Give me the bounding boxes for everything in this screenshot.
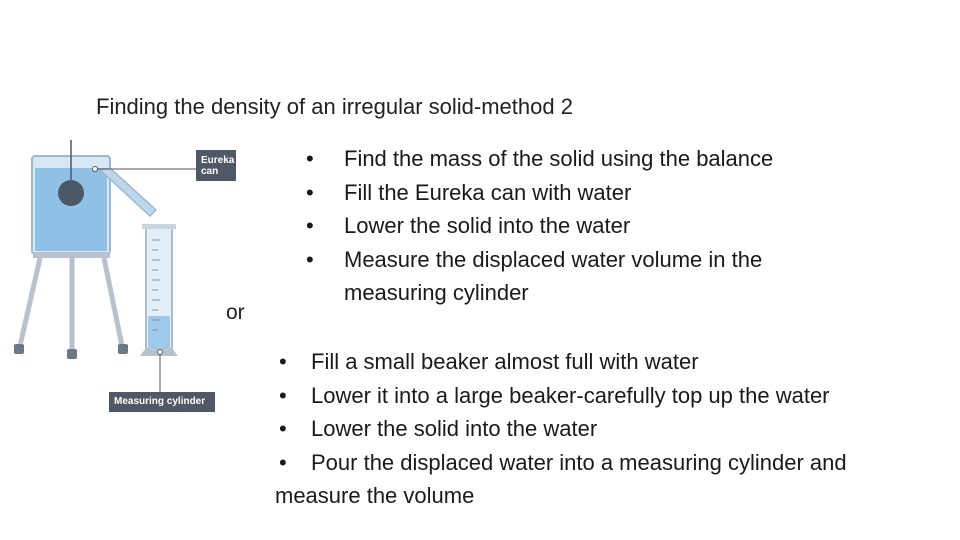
- method-b-item: [275, 345, 955, 379]
- method-a-item: • Measure the displaced water volume in the: [306, 243, 866, 277]
- method-b-continuation: measure the volume: [275, 483, 475, 508]
- bullet: •: [279, 449, 287, 475]
- method-a-continuation: measuring cylinder: [344, 280, 529, 305]
- eureka-label-line1: Eureka: [201, 155, 235, 166]
- method-b-item: [275, 379, 955, 413]
- method-a-list: [306, 142, 866, 310]
- stand-leg-left: [20, 258, 40, 346]
- method-a-item: • Fill the Eureka can with water: [306, 176, 866, 210]
- method-a-item: • Lower the solid into the water: [306, 209, 866, 243]
- method-b-item: [275, 412, 955, 446]
- method-b-item: [275, 446, 955, 480]
- measuring-cylinder-label: Measuring cylinder: [109, 392, 215, 412]
- bullet: •: [279, 382, 287, 408]
- eureka-can-apparatus-diagram: [0, 140, 260, 420]
- method-b-item-text: Fill a small beaker almost full with water: [311, 349, 699, 374]
- method-a-item: • Find the mass of the solid using the balance: [306, 142, 866, 176]
- method-b-list: [275, 345, 955, 513]
- solid-object: [58, 180, 84, 206]
- bullet: •: [279, 349, 287, 374]
- or-separator: or: [226, 301, 245, 324]
- stand-top: [33, 252, 110, 258]
- stand-leg-right: [104, 258, 122, 346]
- method-b-item-text: Lower it into a large beaker-carefully top up the water: [311, 382, 830, 408]
- slide-title: Finding the density of an irregular solid-method 2: [96, 94, 573, 119]
- method-b-item-text: Lower the solid into the water: [311, 416, 598, 441]
- eureka-can-label: [196, 150, 236, 181]
- eureka-label-line2: can: [201, 166, 219, 177]
- bullet: •: [279, 416, 287, 441]
- method-b-item-text: Pour the displaced water into a measuring cylinder and: [311, 449, 847, 475]
